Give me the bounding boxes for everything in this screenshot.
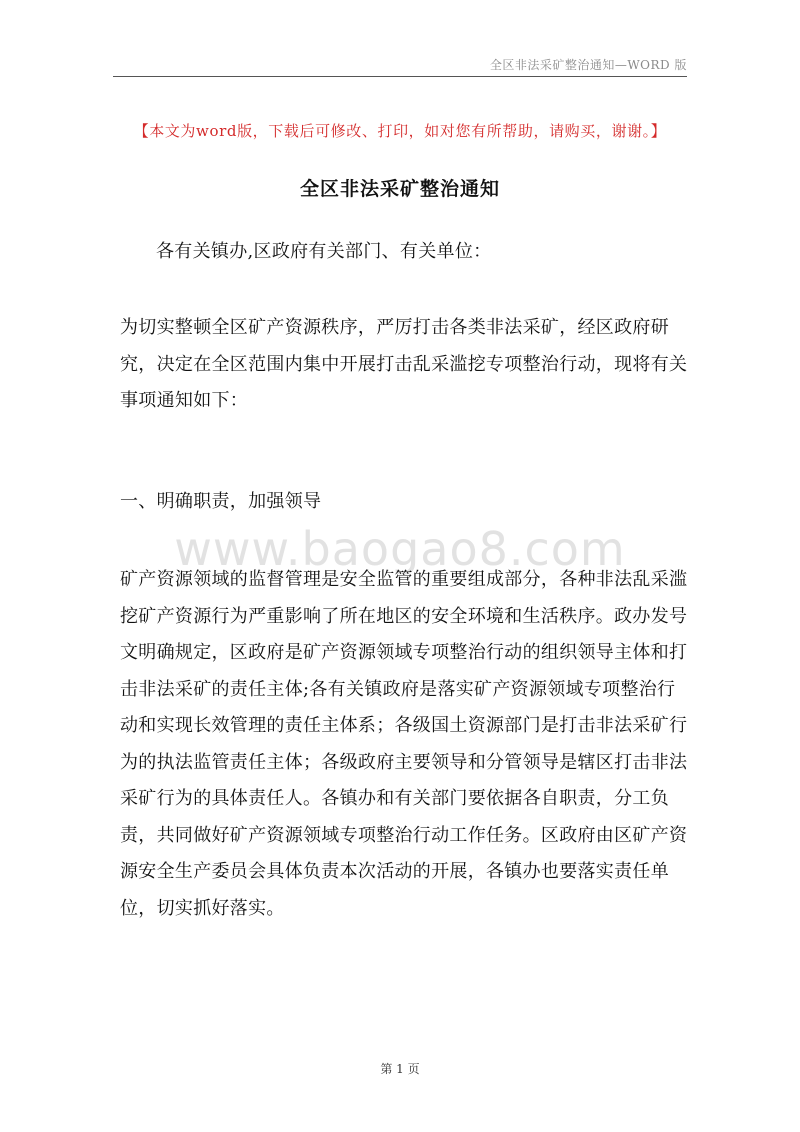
running-header: 全区非法采矿整治通知—WORD 版 [489, 58, 687, 72]
section-heading: 一、明确职责，加强领导 [120, 491, 322, 512]
document-title: 全区非法采矿整治通知 [299, 178, 500, 200]
purchase-notice: 【本文为word版，下载后可修改、打印，如对您有所帮助，请购买，谢谢。】 [133, 122, 667, 140]
addressee-paragraph: 各有关镇办,区政府有关部门、有关单位： [156, 241, 492, 262]
intro-paragraph: 为切实整顿全区矿产资源秩序，严厉打击各类非法采矿，经区政府研究，决定在全区范围内集中开展打击乱采滥挖专项整治行动，现将有关事项通知如下： [120, 317, 688, 411]
page-number: 第 1 页 [380, 1062, 420, 1076]
header-divider [113, 76, 687, 77]
watermark-text: www.baogao8.com [174, 522, 626, 576]
section-body-paragraph: 矿产资源领域的监督管理是安全监管的重要组成部分，各种非法乱采滥挖矿产资源行为严重影响了所在地区的安全环境和生活秩序。政办发号文明确规定，区政府是矿产资源领域专项整治行动的组织领导主体和打击非法采矿的责任主体;各有关镇政府是落实矿产资源领域专项整治行动和实现长效管理的责任主体系；各级国土资源部门是打击非法采矿行为的执法监管责任主体；各级政府主要领导和分管领导是辖区打击非法采矿行为的具体责任人。各镇办和有关部门要依据各自职责，分工负责，共同做好矿产资源领域专项整治行动工作任务。区政府由区矿产资源安全生产委员会具体负责本次活动的开展，各镇办也要落实责任单位，切实抓好落实。 [120, 569, 688, 919]
